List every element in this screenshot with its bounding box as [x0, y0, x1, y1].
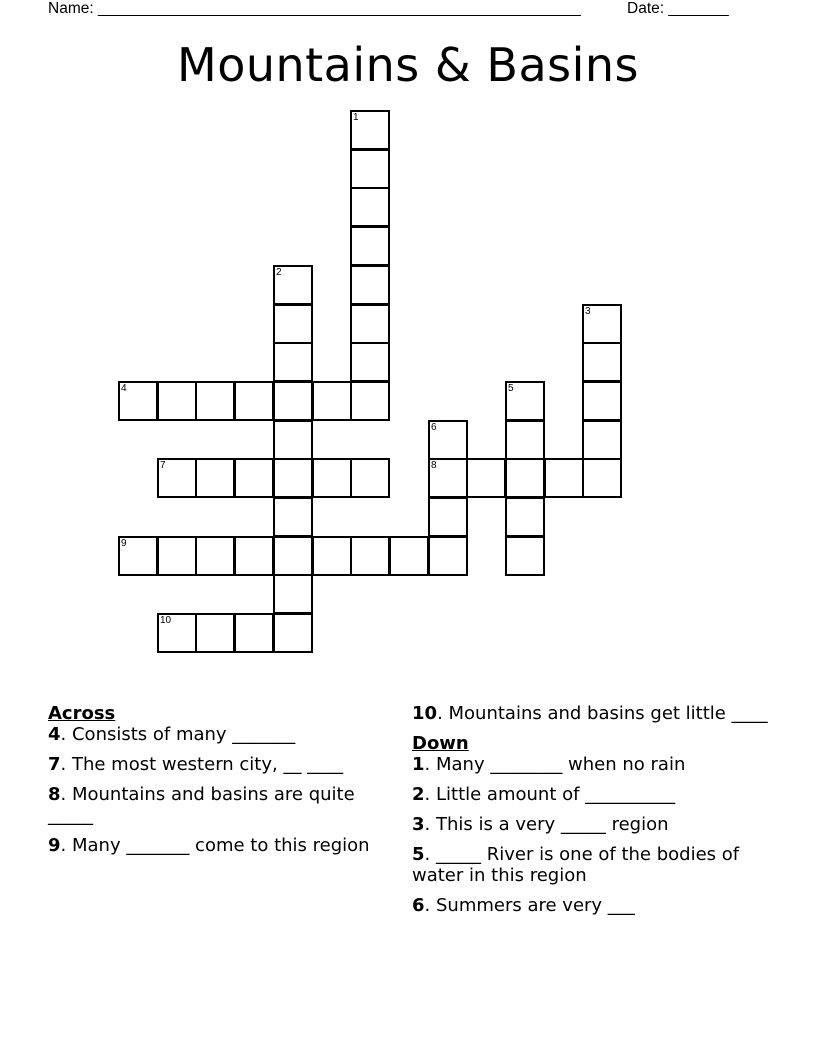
clue-down-2: 2. Little amount of __________	[412, 784, 676, 805]
grid-cell[interactable]	[273, 458, 313, 498]
grid-cell[interactable]	[273, 381, 313, 421]
grid-cell[interactable]	[428, 420, 468, 460]
grid-cell[interactable]	[157, 458, 197, 498]
grid-cell[interactable]	[195, 458, 235, 498]
grid-cell[interactable]	[312, 536, 352, 576]
grid-cell[interactable]	[505, 458, 545, 498]
grid-cell[interactable]	[273, 574, 313, 614]
clue-text: Mountains and basins are quite _____	[48, 784, 355, 826]
grid-cell[interactable]	[234, 613, 274, 653]
grid-cell[interactable]	[505, 536, 545, 576]
grid-cell[interactable]	[505, 420, 545, 460]
grid-cell[interactable]	[544, 458, 584, 498]
clue-across-7: 7. The most western city, __ ____	[48, 754, 344, 775]
grid-cell[interactable]	[505, 381, 545, 421]
grid-cell[interactable]	[273, 420, 313, 460]
grid-cell[interactable]	[273, 613, 313, 653]
grid-cell[interactable]	[389, 536, 429, 576]
clue-number: 5	[412, 844, 425, 865]
grid-cell[interactable]	[157, 381, 197, 421]
clue-number-label: 10	[160, 615, 172, 626]
grid-cell[interactable]	[350, 187, 390, 227]
clue-across-9: 9. Many _______ come to this region	[48, 835, 370, 856]
clue-number-label: 7	[160, 460, 166, 471]
grid-cell[interactable]	[350, 381, 390, 421]
grid-cell[interactable]	[157, 613, 197, 653]
clue-text: Mountains and basins get little ____	[448, 703, 768, 724]
clue-text: The most western city, __ ____	[71, 754, 344, 775]
clue-across-8: 8. Mountains and basins are quite _____	[48, 784, 355, 826]
clues-column-right	[412, 703, 772, 925]
clue-number: 2	[412, 784, 425, 805]
grid-cell[interactable]	[582, 304, 622, 344]
grid-cell[interactable]	[350, 149, 390, 189]
date-field-label: Date: _______	[627, 0, 729, 17]
clue-number-label: 4	[121, 383, 127, 394]
grid-cell[interactable]	[350, 536, 390, 576]
clue-number: 7	[48, 754, 61, 775]
clue-number-label: 9	[121, 538, 127, 549]
grid-cell[interactable]	[350, 304, 390, 344]
grid-cell[interactable]	[118, 536, 158, 576]
grid-cell[interactable]	[505, 497, 545, 537]
name-field-label: Name: ________________________________________________________	[48, 0, 581, 17]
grid-cell[interactable]	[273, 536, 313, 576]
clue-text: Many _______ come to this region	[71, 835, 370, 856]
grid-cell[interactable]	[466, 458, 506, 498]
clue-number: 4	[48, 724, 61, 745]
grid-cell[interactable]	[312, 458, 352, 498]
clue-number-label: 3	[585, 306, 591, 317]
clue-text: Little amount of __________	[435, 784, 676, 805]
grid-cell[interactable]	[273, 304, 313, 344]
clue-number-label: 8	[431, 460, 437, 471]
grid-cell[interactable]	[582, 381, 622, 421]
clue-number: 1	[412, 754, 425, 775]
grid-cell[interactable]	[195, 381, 235, 421]
grid-cell[interactable]	[234, 381, 274, 421]
clue-down-3: 3. This is a very _____ region	[412, 814, 669, 835]
grid-cell[interactable]	[118, 381, 158, 421]
grid-cell[interactable]	[195, 613, 235, 653]
clue-number-label: 6	[431, 422, 437, 433]
clue-text: Many ________ when no rain	[435, 754, 686, 775]
grid-cell[interactable]	[273, 342, 313, 382]
clue-number-label: 2	[276, 267, 282, 278]
grid-cell[interactable]	[428, 497, 468, 537]
clue-text: Summers are very ___	[435, 895, 635, 916]
grid-cell[interactable]	[582, 420, 622, 460]
down-heading: Down	[412, 733, 469, 754]
grid-cell[interactable]	[350, 265, 390, 305]
grid-cell[interactable]	[428, 458, 468, 498]
grid-cell[interactable]	[234, 536, 274, 576]
grid-cell[interactable]	[157, 536, 197, 576]
grid-cell[interactable]	[195, 536, 235, 576]
clue-number: 10	[412, 703, 438, 724]
grid-cell[interactable]	[350, 226, 390, 266]
grid-cell[interactable]	[273, 497, 313, 537]
grid-cell[interactable]	[350, 110, 390, 150]
page-title: Mountains & Basins	[177, 38, 639, 92]
grid-cell[interactable]	[312, 381, 352, 421]
clue-number-label: 1	[353, 112, 359, 123]
grid-cell[interactable]	[350, 342, 390, 382]
clue-number: 8	[48, 784, 61, 805]
clues-column-left	[48, 703, 388, 865]
clue-text: This is a very _____ region	[435, 814, 669, 835]
clue-number: 6	[412, 895, 425, 916]
clue-text: _____ River is one of the bodies of water in this region	[412, 844, 740, 886]
clue-number: 3	[412, 814, 425, 835]
clue-across-10: 10. Mountains and basins get little ____	[412, 703, 768, 724]
grid-cell[interactable]	[428, 536, 468, 576]
clue-down-1: 1. Many ________ when no rain	[412, 754, 686, 775]
clue-across-4: 4. Consists of many _______	[48, 724, 296, 745]
grid-cell[interactable]	[273, 265, 313, 305]
clue-text: Consists of many _______	[71, 724, 296, 745]
clue-number: 9	[48, 835, 61, 856]
clue-number-label: 5	[508, 383, 514, 394]
across-heading: Across	[48, 703, 116, 724]
clue-down-5: 5. _____ River is one of the bodies of water in this region	[412, 844, 740, 886]
grid-cell[interactable]	[582, 342, 622, 382]
grid-cell[interactable]	[582, 458, 622, 498]
clue-down-6: 6. Summers are very ___	[412, 895, 635, 916]
grid-cell[interactable]	[234, 458, 274, 498]
grid-cell[interactable]	[350, 458, 390, 498]
